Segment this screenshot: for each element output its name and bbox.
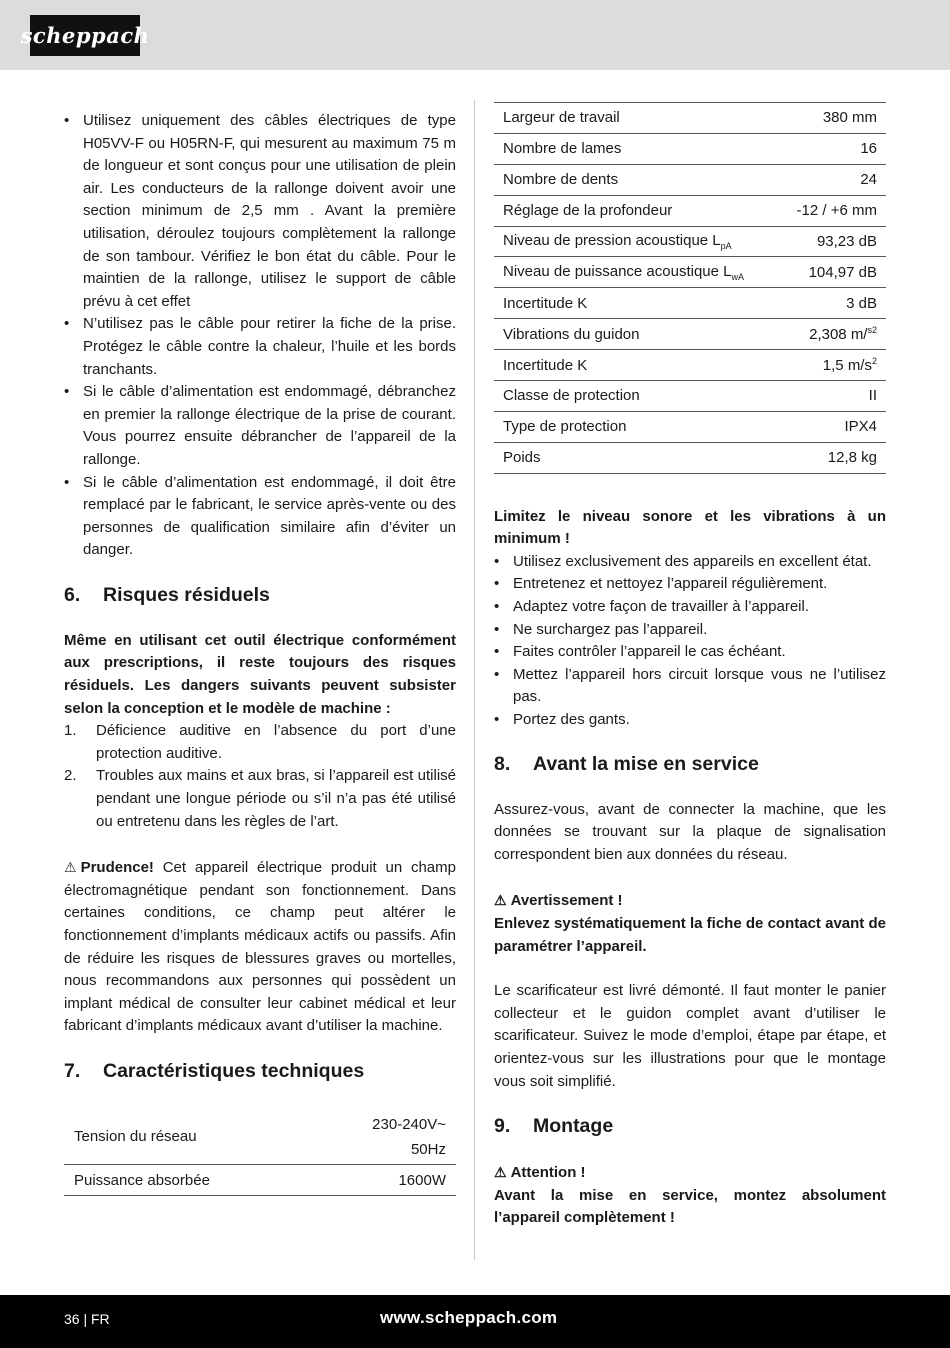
residual-risks-intro: Même en utilisant cet outil électrique conformément aux prescriptions, il reste toujours des risques résiduels. Les dangers suivants peuvent subsister selon la conception et le modèle de machine : (64, 631, 456, 717)
spec-row (494, 350, 886, 381)
spec-label-subscript: pA (720, 241, 732, 251)
spec-value (778, 164, 886, 195)
spec-label-text: Nombre de lames (503, 140, 622, 158)
item-number: 1. (64, 722, 77, 740)
right-column (494, 102, 886, 1230)
spec-value (778, 257, 886, 288)
list-item: • Portez des gants. (494, 709, 886, 732)
spec-row (494, 103, 886, 134)
section-number: 9. (494, 1115, 511, 1138)
table-row (64, 1165, 456, 1196)
spec-label-text: Vibrations du guidon (503, 325, 640, 343)
section-7-heading (64, 1060, 456, 1083)
spec-label-text: Nombre de dents (503, 171, 619, 189)
section-title: Montage (533, 1115, 614, 1138)
spec-value-text: II (868, 387, 877, 405)
footer-band (0, 1295, 950, 1348)
limit-bullets (494, 551, 886, 732)
spec-value-text: 2,308 m/ (809, 326, 868, 344)
spec-label (494, 226, 778, 257)
spec-label-text: Type de protection (503, 418, 627, 436)
spec-value-text: 93,23 dB (816, 233, 877, 250)
attention-text: Avant la mise en service, montez absolument l’appareil complètement ! (494, 1186, 886, 1227)
value-line: 230-240V~ (372, 1115, 446, 1133)
spec-value-superscript: 2 (871, 356, 877, 367)
attention-label-line (494, 1161, 886, 1185)
page-number: 36 | FR (64, 1311, 110, 1327)
spec-value (778, 319, 886, 350)
spec-label (494, 164, 778, 195)
section-9-heading (494, 1115, 886, 1138)
avertissement-label-line (494, 889, 886, 913)
spec-label (494, 103, 778, 134)
spec-label-text: Classe de protection (503, 387, 640, 405)
spec-label-text: Incertitude K (503, 356, 588, 374)
list-item: • Faites contrôler l’appareil le cas échéant. (494, 641, 886, 664)
spec-row (494, 381, 886, 412)
prudence-text: Cet appareil électrique produit un champ électromagnétique pendant son fonctionnement. Dans certaines conditions, ce champ peut altérer le fonctionnement d’implants médicaux actifs ou passifs. Afin de réduire les risques de blessures graves ou mortelles, nous recommandons aux personnes qui possèdent un implant médical de consulter leur cabinet médical et leur fabricant d’implants médicaux avant d’utiliser la machine. (64, 859, 456, 1035)
section-title: Avant la mise en service (533, 752, 759, 775)
spec-label (494, 319, 778, 350)
spec-label (494, 195, 778, 226)
spec-row (494, 133, 886, 164)
spec-value-text: IPX4 (844, 418, 877, 436)
spec-label (494, 288, 778, 319)
spec-value-superscript: s2 (867, 325, 877, 336)
prudence-notice (64, 856, 456, 1038)
spec-table (494, 102, 886, 474)
scheppach-logo: scheppach (30, 15, 140, 56)
table-row (64, 1109, 456, 1165)
spec-value (778, 133, 886, 164)
section-number: 6. (64, 583, 81, 606)
section-number: 7. (64, 1059, 81, 1082)
header-band (0, 0, 950, 70)
spec-value-text: 12,8 kg (827, 449, 877, 467)
assembly-text: Le scarificateur est livré démonté. Il faut monter le panier collecteur et le guidon complet avant d’utiliser le scarificateur. Suivez le mode d’emploi, étape par étape, et orientez-vous sur les illustrations pour que le montage vous soit simplifié. (494, 982, 886, 1090)
warning-triangle-icon: ⚠ (494, 892, 507, 909)
left-column (64, 110, 456, 1196)
spec-row (494, 257, 886, 288)
section-8-heading (494, 753, 886, 776)
spec-row (494, 411, 886, 442)
list-item: • Utilisez exclusivement des appareils en excellent état. (494, 551, 886, 574)
list-item: • Ne surchargez pas l’appareil. (494, 619, 886, 642)
spec-value-text: 16 (860, 140, 877, 158)
spec-value (778, 288, 886, 319)
section-8-text: Assurez-vous, avant de connecter la machine, que les données se trouvant sur la plaque de signalisation correspondent bien aux données du réseau. (494, 800, 886, 863)
spec-label (494, 442, 778, 473)
spec-value-text: -12 / +6 mm (796, 202, 877, 220)
spec-label (494, 257, 778, 288)
spec-value (778, 103, 886, 134)
spec-label-text: Poids (503, 449, 541, 467)
spec-value-text: 1,5 m/s (822, 357, 872, 375)
spec-label-text: Niveau de pression acoustique L (503, 232, 721, 249)
list-item (64, 765, 456, 833)
avertissement-text: Enlevez systématiquement la fiche de contact avant de paramétrer l’appareil. (494, 915, 886, 955)
spec-value (778, 350, 886, 381)
list-item: • Entretenez et nettoyez l’appareil régulièrement. (494, 573, 886, 596)
spec-value (778, 411, 886, 442)
list-item: • Utilisez uniquement des câbles électriques de type H05VV-F ou H05RN-F, qui mesurent au maximum 75 m de longueur et sont conçus pour une utilisation de plein air. Les conducteurs de la rallonge doivent avoir une section minimum de 2,5 mm . Avant la première utilisation, déroulez toujours complètement la rallonge de son tambour. Vérifiez le bon état du câble. Pour le maintien de la rallonge, utilisez le support de câble prévu à cet effet (64, 110, 456, 313)
section-6-heading (64, 584, 456, 607)
spec-label-text: Niveau de puissance acoustique L (503, 262, 732, 280)
warning-triangle-icon: ⚠ (494, 1164, 507, 1181)
spec-value-text: 380 mm (822, 109, 877, 127)
item-text: Déficience auditive en l’absence du port d’une protection auditive. (96, 722, 456, 762)
item-number: 2. (64, 767, 77, 785)
residual-risks-list (64, 720, 456, 833)
spec-row (494, 288, 886, 319)
spec-value (778, 381, 886, 412)
list-item: • Mettez l’appareil hors circuit lorsque vous ne l’utilisez pas. (494, 664, 886, 709)
spec-label (494, 133, 778, 164)
spec-row (494, 195, 886, 226)
table-cell-label: Tension du réseau (64, 1109, 309, 1165)
table-cell-label: Puissance absorbée (64, 1165, 309, 1196)
spec-value (778, 442, 886, 473)
spec-value (778, 195, 886, 226)
limit-heading: Limitez le niveau sonore et les vibrations à un minimum ! (494, 507, 886, 548)
attention-label: Attention ! (510, 1164, 586, 1182)
table-cell-value: 1600W (309, 1165, 456, 1196)
section-title: Risques résiduels (103, 583, 270, 606)
spec-value (778, 226, 886, 257)
cable-bullets (64, 110, 456, 562)
list-item: • Si le câble d’alimentation est endommagé, débranchez en premier la rallonge électrique de la prise de courant. Vous pourrez ensuite débrancher de l’appareil de la rallonge. (64, 381, 456, 471)
tech-specs-table (64, 1109, 456, 1197)
warning-triangle-icon: ⚠ (64, 859, 77, 876)
spec-label (494, 381, 778, 412)
spec-value-text: 24 (860, 171, 877, 189)
spec-label-subscript: wA (731, 271, 745, 282)
avertissement-label: Avertissement ! (510, 892, 623, 910)
spec-label (494, 350, 778, 381)
spec-row (494, 319, 886, 350)
list-item (64, 720, 456, 765)
section-title: Caractéristiques techniques (103, 1059, 365, 1082)
spec-row (494, 442, 886, 473)
item-text: Troubles aux mains et aux bras, si l’appareil est utilisé pendant une longue période ou s’il n’a pas été utilisé ou entretenu dans les règles de l’art. (96, 767, 456, 830)
prudence-label: Prudence! (80, 859, 154, 877)
spec-label-text: Incertitude K (503, 294, 588, 312)
spec-row (494, 164, 886, 195)
spec-value-text: 3 dB (846, 294, 877, 312)
value-line: 50Hz (410, 1140, 446, 1158)
spec-value-text: 104,97 dB (808, 263, 877, 281)
website-link[interactable]: www.scheppach.com (380, 1308, 558, 1327)
section-number: 8. (494, 752, 511, 775)
list-item: • Adaptez votre façon de travailler à l’appareil. (494, 596, 886, 619)
spec-row (494, 226, 886, 257)
column-divider (474, 100, 475, 1260)
list-item: • N’utilisez pas le câble pour retirer la fiche de la prise. Protégez le câble contre la chaleur, l’huile et les bords tranchants. (64, 313, 456, 381)
table-cell-value (309, 1109, 456, 1165)
spec-label (494, 411, 778, 442)
spec-label-text: Réglage de la profondeur (503, 202, 673, 220)
spec-label-text: Largeur de travail (503, 109, 620, 127)
list-item: • Si le câble d’alimentation est endommagé, il doit être remplacé par le fabricant, le service après-vente ou des personnes de qualification similaire afin d’éviter un danger. (64, 472, 456, 562)
